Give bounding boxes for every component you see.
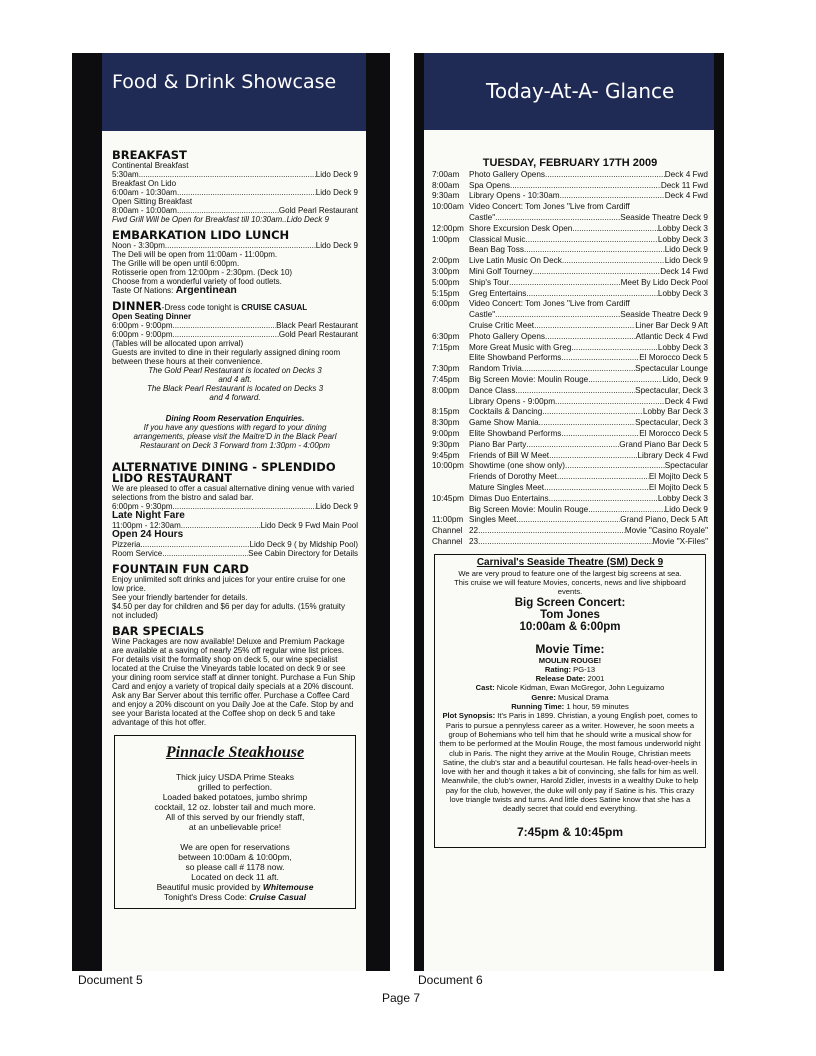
schedule-row xyxy=(432,353,708,364)
schedule-location: El Mojito Deck 5 xyxy=(648,472,708,482)
schedule-location: El Mojito Deck 5 xyxy=(648,482,708,492)
schedule-location: Spectacular, Deck 3 xyxy=(635,418,708,428)
schedule-row xyxy=(432,364,708,375)
tables-note: (Tables will be allocated upon arrival) xyxy=(112,339,244,348)
schedule-row xyxy=(432,537,708,548)
schedule-location: Grand Piano Bar Deck 5 xyxy=(619,439,708,449)
steak-line: so please call # 1178 now. xyxy=(185,862,285,872)
schedule-location: Lobby Deck 3 xyxy=(657,342,708,352)
schedule-event: Library Opens - 10:30am xyxy=(469,191,560,201)
concert-times: 10:00am & 6:00pm xyxy=(519,620,621,633)
schedule-location: Seaside Theatre Deck 9 xyxy=(620,212,708,222)
schedule-row xyxy=(432,461,708,472)
schedule-location: Deck 4 Fwd xyxy=(664,191,708,201)
schedule-row xyxy=(432,256,708,267)
schedule-row xyxy=(432,332,708,343)
theatre-title: Carnival's Seaside Theatre (SM) Deck 9 xyxy=(476,556,664,568)
schedule-location: Seaside Theatre Deck 9 xyxy=(620,310,708,320)
guests-note: Guests are invited to dine in their regularly assigned dining room between these hours at their convenience. xyxy=(112,348,341,366)
fountain-body-3: $4.50 per day for children and $6 per day for adults. (15% gratuity not included) xyxy=(112,602,346,620)
schedule-event: Elite Showband Performs xyxy=(469,428,562,438)
schedule-row xyxy=(432,429,708,440)
schedule-row xyxy=(432,451,708,462)
schedule-event: Mature Singles Meet xyxy=(469,482,545,492)
schedule-time xyxy=(432,483,469,494)
schedule-event: Castle" xyxy=(469,212,496,222)
movie-title: MOULIN ROUGE! xyxy=(538,655,602,665)
schedule-row xyxy=(432,267,708,278)
schedule-time: 5:00pm xyxy=(432,277,460,287)
page-number: Page 7 xyxy=(382,991,421,1005)
schedule-location: Lobby Deck 3 xyxy=(657,223,708,233)
open-sitting-row: 8:00am - 10:00am ..... Gold Pearl Restaurant xyxy=(112,206,358,215)
schedule-time: 8:15pm xyxy=(432,407,460,417)
schedule-event: Game Show Mania xyxy=(469,418,539,428)
black-pearl-note: The Black Pearl Restaurant is located on Decks 3 and 4 forward. xyxy=(146,384,324,402)
lido-breakfast-row: 6:00am - 10:30am ..... Lido Deck 9 xyxy=(112,188,358,197)
grill-note: Fwd Grill Will be Open for Breakfast till 10:30am..Lido Deck 9 xyxy=(112,215,329,224)
schedule-time: 10:00am xyxy=(432,202,464,212)
schedule-location: Atlantic Deck 4 Fwd xyxy=(635,331,708,341)
schedule-row xyxy=(432,202,708,213)
reservation-body: If you have any questions with regard to your dining arrangements, please visit the Maitre'D in the Black Pearl Restaurant on Deck 3 Forward from 1:30pm - 4:00pm xyxy=(133,423,337,450)
schedule-row xyxy=(432,386,708,397)
schedule-date: TUESDAY, FEBRUARY 17TH 2009 xyxy=(482,157,658,169)
schedule-location: Deck 4 Fwd xyxy=(664,169,708,179)
schedule-row xyxy=(432,181,708,192)
schedule-row xyxy=(432,289,708,300)
dinner-row-2: 6:00pm - 9:00pm ..... Gold Pearl Restaurant xyxy=(112,330,358,339)
today-at-a-glance-page xyxy=(424,53,714,971)
schedule-location: Library Deck 4 Fwd xyxy=(637,450,708,460)
schedule-event: Singles Meet xyxy=(469,515,517,525)
schedule-event: Dance Class xyxy=(469,385,516,395)
food-drink-page xyxy=(102,53,366,971)
schedule-time: 1:00pm xyxy=(432,234,460,244)
fountain-body-1: Enjoy unlimited soft drinks and juices for your entire cruise for one low price. xyxy=(112,575,346,593)
theatre-intro: We are very proud to feature one of the largest big screens at sea. This cruise we will feature Movies, concerts, news and live shipboard events. xyxy=(454,568,686,597)
schedule-event: Friends of Bill W Meet xyxy=(469,450,550,460)
movie-rating: Rating: PG-13 xyxy=(544,664,596,674)
gold-pearl-note: The Gold Pearl Restaurant is located on Decks 3 and 4 aft. xyxy=(148,366,322,384)
schedule-row xyxy=(432,299,708,310)
steak-line: between 10:00am & 10:00pm, xyxy=(178,852,292,862)
caption-document-6: Document 6 xyxy=(418,973,483,987)
schedule-location: Lido Deck 9 xyxy=(664,245,708,255)
schedule-time xyxy=(432,321,469,332)
schedule-row xyxy=(432,407,708,418)
schedule-time xyxy=(432,472,469,483)
lunch-heading: EMBARKATION LIDO LUNCH xyxy=(112,228,290,242)
schedule-row xyxy=(432,494,708,505)
schedule-row xyxy=(432,343,708,354)
steak-music: Beautiful music provided by Whitemouse xyxy=(156,882,314,892)
schedule-event: Random Trivia xyxy=(469,364,522,374)
schedule-time: 9:00pm xyxy=(432,428,460,438)
dinner-heading-line: DINNER-Dress code tonight is CRUISE CASUAL xyxy=(112,299,308,313)
schedule-row xyxy=(432,191,708,202)
schedule-event: Dimas Duo Entertains xyxy=(469,493,549,503)
schedule-location: Lobby Deck 3 xyxy=(657,288,708,298)
schedule-event: Shore Excursion Desk Open xyxy=(469,223,573,233)
movie-cast: Cast: Nicole Kidman, Ewan McGregor, John Leguizamo xyxy=(475,683,665,693)
alternative-dining-body: We are pleased to offer a casual alternative dining venue with varied selections from the bistro and salad bar. xyxy=(112,484,355,502)
steak-line: Located on deck 11 aft. xyxy=(191,872,279,882)
schedule-time: Channel xyxy=(432,536,463,546)
alternative-dining-row: 6:00pm - 9:30pm ..... Lido Deck 9 xyxy=(112,502,358,511)
grille-text: The Grille will be open until 6:00pm. xyxy=(112,259,240,268)
schedule-row xyxy=(432,375,708,386)
fountain-body-2: See your friendly bartender for details. xyxy=(112,593,248,602)
schedule-row xyxy=(432,321,708,332)
schedule-location: Lobby Deck 3 xyxy=(657,234,708,244)
steakhouse-title: Pinnacle Steakhouse xyxy=(165,744,305,761)
schedule-location: Spectacular, Deck 3 xyxy=(635,385,708,395)
schedule-event: Classical Music xyxy=(469,234,526,244)
schedule-time: 6:00pm xyxy=(432,299,460,309)
movie-genre: Genre: Musical Drama xyxy=(531,692,609,702)
steak-line: We are open for reservations xyxy=(180,842,290,852)
movie-showtimes: 7:45pm & 10:45pm xyxy=(516,824,624,839)
schedule-location: Lido Deck 9 xyxy=(664,504,708,514)
schedule-time xyxy=(432,245,469,256)
schedule-row xyxy=(432,213,708,224)
late-night-row: 11:00pm - 12:30am ..... Lido Deck 9 Fwd Main Pool xyxy=(112,521,358,530)
schedule-location: Lobby Deck 3 xyxy=(657,493,708,503)
deli-text: The Deli will be open from 11:00am - 11:00pm. xyxy=(112,250,278,259)
schedule-location: Movie "X-Files" xyxy=(652,536,708,546)
schedule-row xyxy=(432,440,708,451)
schedule-location: Spectacular xyxy=(664,461,708,471)
schedule-time: 10:00pm xyxy=(432,461,464,471)
movie-plot: Plot Synopsis: It's Paris in 1899. Christian, a young English poet, comes to Paris to pursue a pennyless career as a writer. However, he soon meets a group of Bohemians who tell him that he should write a musical show for them to be performed at the Moulin Rouge, the most famous underworld night club in Paris. The night they arrive at the Moulin Rouge, Christian meets Satine, the club's star and a beautiful courtesan. He falls head-over-heels in love with her and though it takes a bit of convincing, she falls for him as well. Meanwhile, the club's owner, Harold Zidler, invests in a wealthy Duke to help pay for the club, however, the duke will only pay if Satine is his. This crazy love triangle twists and turns. And little does Satine know that she has a deadly secret that could end everything. xyxy=(439,711,701,814)
schedule-row xyxy=(432,397,708,408)
schedule-location: Movie "Casino Royale" xyxy=(624,526,708,536)
schedule-location: Deck 4 Fwd xyxy=(664,396,708,406)
schedule-event: Piano Bar Party xyxy=(469,439,527,449)
schedule-event: Ship's Tour xyxy=(469,277,510,287)
continental-label: Continental Breakfast xyxy=(112,161,189,170)
schedule-time: 9:30am xyxy=(432,191,460,201)
schedule-event: Library Opens - 9:00pm xyxy=(469,396,556,406)
schedule-row xyxy=(432,483,708,494)
schedule-event: Video Concert: Tom Jones "Live from Cardiff xyxy=(469,299,630,309)
schedule-event: Bean Bag Toss xyxy=(469,245,524,255)
bar-specials-heading: BAR SPECIALS xyxy=(112,624,205,638)
schedule-event: Cocktails & Dancing xyxy=(469,407,543,417)
schedule-time xyxy=(432,505,469,516)
caption-document-5: Document 5 xyxy=(78,973,143,987)
schedule-location: Meet By Lido Deck Pool xyxy=(620,277,708,287)
schedule-time xyxy=(432,397,469,408)
alternative-dining-heading: ALTERNATIVE DINING - SPLENDIDO LIDO RESTAURANT xyxy=(112,460,336,485)
schedule-row xyxy=(432,224,708,235)
schedule-time: 8:00am xyxy=(432,180,460,190)
steak-dress: Tonight's Dress Code: Cruise Casual xyxy=(164,892,306,902)
lido-breakfast-label: Breakfast On Lido xyxy=(112,179,177,188)
schedule-row xyxy=(432,515,708,526)
schedule-location: Lido, Deck 9 xyxy=(662,374,708,384)
movie-time-heading: Movie Time: xyxy=(535,641,605,656)
schedule-event: Big Screen Movie: Moulin Rouge xyxy=(469,504,589,514)
schedule-event: Video Concert: Tom Jones "Live from Cardiff xyxy=(469,202,630,212)
schedule-location: Deck 11 Fwd xyxy=(660,180,708,190)
schedule-time xyxy=(432,353,469,364)
steak-line: All of this served by our friendly staff, xyxy=(165,812,305,822)
page-title: Food & Drink Showcase xyxy=(102,53,366,131)
concert-artist: Tom Jones xyxy=(540,608,600,621)
schedule-time: 9:45pm xyxy=(432,450,460,460)
open-seating-label: Open Seating Dinner xyxy=(112,312,192,321)
schedule-time: 2:00pm xyxy=(432,256,460,266)
schedule-list xyxy=(432,170,708,548)
breakfast-heading: BREAKFAST xyxy=(112,148,187,162)
steak-line: Thick juicy USDA Prime Steaks xyxy=(175,772,295,782)
schedule-time: 5:15pm xyxy=(432,288,460,298)
open-sitting-label: Open Sitting Breakfast xyxy=(112,197,193,206)
open-24-heading: Open 24 Hours xyxy=(112,529,184,540)
document-6-scan xyxy=(414,53,724,971)
schedule-event: Live Latin Music On Deck xyxy=(469,256,562,266)
schedule-event: Cruise Critic Meet xyxy=(469,320,535,330)
schedule-location: Lido Deck 9 xyxy=(664,256,708,266)
late-night-heading: Late Night Fare xyxy=(112,510,185,521)
schedule-event: Showtime (one show only) xyxy=(469,461,566,471)
document-5-scan xyxy=(72,53,390,971)
schedule-time: 8:00pm xyxy=(432,385,460,395)
schedule-event: Photo Gallery Opens xyxy=(469,331,546,341)
schedule-location: El Morocco Deck 5 xyxy=(639,353,708,363)
schedule-time: Channel xyxy=(432,526,463,536)
schedule-event: More Great Music with Greg xyxy=(469,342,572,352)
schedule-time: 6:30pm xyxy=(432,331,460,341)
page-title: Today-At-A- Glance xyxy=(424,53,714,130)
schedule-event: Elite Showband Performs xyxy=(469,353,562,363)
schedule-event: Mini Golf Tourney xyxy=(469,266,533,276)
steak-line: at an unbelievable price! xyxy=(188,822,282,832)
schedule-row xyxy=(432,245,708,256)
concert-heading: Big Screen Concert: xyxy=(514,596,626,609)
schedule-time: 10:45pm xyxy=(432,493,464,503)
schedule-event: Spa Opens xyxy=(469,180,510,190)
steak-line: Loaded baked potatoes, jumbo shrimp xyxy=(162,792,308,802)
schedule-location: El Morocco Deck 5 xyxy=(639,428,708,438)
bar-specials-body: Wine Packages are now available! Deluxe and Premium Package are available at a saving of nearly 25% off regular wine list prices. For details visit the formality shop on deck 5, our wine specialist located at the Cruise the Vineyards table located on deck 9 or see your dining room service staff at dinner tonight. Purchase a Fun Ship Card and enjoy a variety of tropical daily specials at a 20% discount. Ask any Bar Server about this terrific offer. Purchase a Coffee Card and enjoy a 20% discount on you Daily Joe at the Cafe. Stop by and see your Barista located at the Coffee shop on deck 5 and take advantage of this hot offer. xyxy=(112,637,356,727)
schedule-event: 22 xyxy=(469,526,479,536)
continental-row: 5:30am ..... Lido Deck 9 xyxy=(112,170,358,179)
schedule-event: Big Screen Movie: Moulin Rouge xyxy=(469,374,589,384)
lunch-row: Noon - 3:30pm ..... Lido Deck 9 xyxy=(112,241,358,250)
schedule-time: 7:15pm xyxy=(432,342,460,352)
steak-line: cocktail, 12 oz. lobster tail and much more. xyxy=(154,802,316,812)
schedule-row xyxy=(432,472,708,483)
steak-line: grilled to perfection. xyxy=(197,782,273,792)
fountain-heading: FOUNTAIN FUN CARD xyxy=(112,562,249,576)
dinner-row-1: 6:00pm - 9:00pm ..... Black Pearl Restaurant xyxy=(112,321,358,330)
schedule-event: 23 xyxy=(469,536,479,546)
schedule-event: Friends of Dorothy Meet xyxy=(469,472,557,482)
schedule-time: 11:00pm xyxy=(432,515,464,525)
schedule-time: 7:45pm xyxy=(432,374,460,384)
seaside-theatre-box xyxy=(434,554,706,848)
movie-runtime: Running Time: 1 hour, 59 minutes xyxy=(511,702,629,712)
schedule-location: Lobby Bar Deck 3 xyxy=(642,407,708,417)
schedule-row xyxy=(432,526,708,537)
schedule-event: Castle" xyxy=(469,310,496,320)
schedule-row xyxy=(432,418,708,429)
schedule-time: 8:30pm xyxy=(432,418,460,428)
schedule-time xyxy=(432,213,469,224)
schedule-event: Greg Entertains xyxy=(469,288,527,298)
schedule-event: Photo Gallery Opens xyxy=(469,169,546,179)
rotisserie-text: Rotisserie open from 12:00pm - 2:30pm. (Deck 10) xyxy=(112,268,293,277)
pizzeria-row: Pizzeria ..... Lido Deck 9 ( by Midship Pool) xyxy=(112,540,358,549)
schedule-time: 12:00pm xyxy=(432,223,464,233)
schedule-time: 7:30pm xyxy=(432,364,460,374)
pinnacle-steakhouse-box xyxy=(114,735,356,909)
reservation-title: Dining Room Reservation Enquiries. xyxy=(165,414,305,423)
schedule-location: Grand Piano, Deck 5 Aft xyxy=(620,515,708,525)
schedule-row xyxy=(432,505,708,516)
schedule-location: Spectacular Lounge xyxy=(635,364,708,374)
schedule-time: 9:30pm xyxy=(432,439,460,449)
schedule-location: Liner Bar Deck 9 Aft xyxy=(635,320,708,330)
schedule-time xyxy=(432,310,469,321)
room-service-row: Room Service ..... See Cabin Directory for Details xyxy=(112,549,358,558)
schedule-row xyxy=(432,235,708,246)
taste-of-nations: Taste Of Nations: Argentinean xyxy=(112,284,237,296)
schedule-row xyxy=(432,278,708,289)
schedule-row xyxy=(432,310,708,321)
schedule-row xyxy=(432,170,708,181)
schedule-time: 3:00pm xyxy=(432,266,460,276)
schedule-time: 7:00am xyxy=(432,169,460,179)
choose-text: Choose from a wonderful variety of food outlets. xyxy=(112,277,282,286)
movie-release: Release Date: 2001 xyxy=(535,674,605,684)
schedule-location: Deck 14 Fwd xyxy=(660,266,708,276)
